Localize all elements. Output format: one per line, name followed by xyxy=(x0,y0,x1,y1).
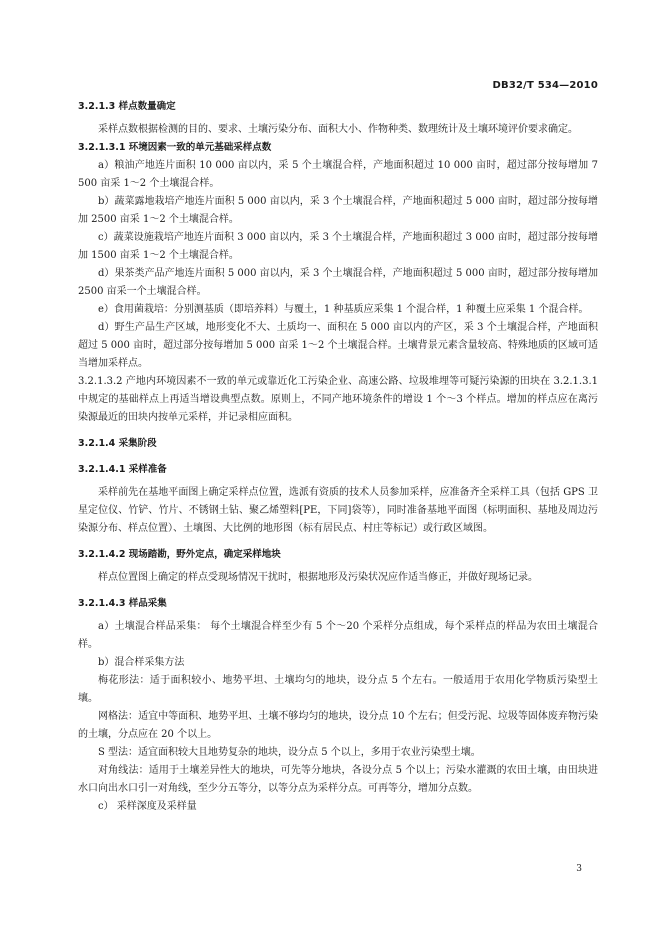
list-item-greenhouse-vegetables: c）蔬菜设施栽培产地连片面积 3 000 亩以内，采 3 个土壤混合样，产地面积超过 3 000 亩时，超过部分按每增加 1500 亩采 1～2 个土壤混合样。 xyxy=(78,232,598,261)
clause-heading-3-2-1-4-1: 3.2.1.4.1 采样准备 xyxy=(78,464,167,475)
document-code: DB32/T 534—2010 xyxy=(492,80,598,91)
list-item-fruit-tea: d）果茶类产品产地连片面积 5 000 亩以内，采 3 个土壤混合样，产地面积超过 5 000 亩时，超过部分按每增加 2500 亩采一个土壤混合样。 xyxy=(78,268,598,297)
site-survey-paragraph: 样点位置图上确定的样点受现场情况干扰时，根据地形及污染状况应作适当修正，并做好现场记录。 xyxy=(98,572,538,583)
method-grid: 网格法：适宜中等面积、地势平坦、土壤不够均匀的地块，设分点 10 个左右；但受污泥、垃圾等固体废弃物污染的土壤，分点应在 20 个以上。 xyxy=(78,711,598,740)
clause-heading-3-2-1-4-2: 3.2.1.4.2 现场踏勘，野外定点，确定采样地块 xyxy=(78,549,281,560)
list-item-open-vegetables: b）蔬菜露地栽培产地连片面积 5 000 亩以内，采 3 个土壤混合样，产地面积超过 5 000 亩时，超过部分按每增加 2500 亩采 1～2 个土壤混合样。 xyxy=(78,196,598,225)
method-s-shape: S 型法：适宜面积较大且地势复杂的地块，设分点 5 个以上，多用于农业污染型土壤。 xyxy=(98,747,481,758)
composite-sample-paragraph: a）土壤混合样品采集： 每个土壤混合样至少有 5 个～20 个采样分点组成，每个采样点的样品为农田土壤混合样。 xyxy=(78,621,598,650)
sampling-preparation-paragraph: 采样前先在基地平面图上确定采样点位置，选派有资质的技术人员参加采样，应准备齐全采样工具（包括 GPS 卫星定位仪、竹铲、竹片、不锈钢土钻、聚乙烯塑料[PE，下同]袋等），同时准备基地平面图（标明面积、基地及周边污染源分布、样点位置）、土壤图、大比例的地形图（标有居民点、村庄等标记）或行政区域图。 xyxy=(78,487,598,534)
list-item-wild-products: d）野生产品生产区域，地形变化不大、土质均一、面积在 5 000 亩以内的产区，采 3 个土壤混合样，产地面积超过 5 000 亩时，超过部分按每增加 5 000 亩采 1～2 个土壤混合样。土壤背景元素含量较高、特殊地质的区域可适当增加采样点。 xyxy=(78,322,598,369)
clause-heading-3-2-1-3-1: 3.2.1.3.1 环境因素一致的单元基础采样点数 xyxy=(78,142,272,153)
method-diagonal: 对角线法：适用于土壤差异性大的地块，可先等分地块，各设分点 5 个以上；污染水灌溉的农田土壤，由田块进水口向出水口引一对角线，至少分五等分，以等分点为采样分点。可再等分，增加分点数。 xyxy=(78,765,598,794)
list-item-mushroom: e）食用菌栽培：分别测基质（即培养料）与覆土，1 种基质应采集 1 个混合样，1 种覆土应采集 1 个混合样。 xyxy=(98,304,589,315)
method-plum-blossom: 梅花形法：适于面积较小、地势平坦、土壤均匀的地块，设分点 5 个左右。一般适用于农用化学物质污染型土壤。 xyxy=(78,675,598,704)
page-number: 3 xyxy=(576,864,582,874)
section-intro-paragraph: 采样点数根据检测的目的、要求、土壤污染分布、面积大小、作物种类、数理统计及土壤环境评价要求确定。 xyxy=(98,124,578,135)
clause-heading-3-2-1-4-3: 3.2.1.4.3 样品采集 xyxy=(78,598,167,609)
mixing-method-heading: b）混合样采集方法 xyxy=(98,657,185,668)
page-body xyxy=(78,98,598,816)
sampling-depth-heading: c） 采样深度及采样量 xyxy=(98,801,197,812)
list-item-grain: a）粮油产地连片面积 10 000 亩以内，采 5 个土壤混合样，产地面积超过 10 000 亩时，超过部分按每增加 7 500 亩采 1～2 个土壤混合样。 xyxy=(78,160,598,189)
section-heading-3-2-1-3: 3.2.1.3 样点数量确定 xyxy=(78,101,176,112)
section-heading-3-2-1-4: 3.2.1.4 采集阶段 xyxy=(78,438,157,449)
clause-paragraph-3-2-1-3-2: 3.2.1.3.2 产地内环境因素不一致的单元或靠近化工污染企业、高速公路、垃圾堆埋等可疑污染源的田块在 3.2.1.3.1 中规定的基础样点上再适当增设典型点数。原则上，不同产地环境条件的增设 1 个～3 个样点。增加的样点应在离污染源最近的田块内按单元采样，并记录相应面积。 xyxy=(78,376,598,423)
